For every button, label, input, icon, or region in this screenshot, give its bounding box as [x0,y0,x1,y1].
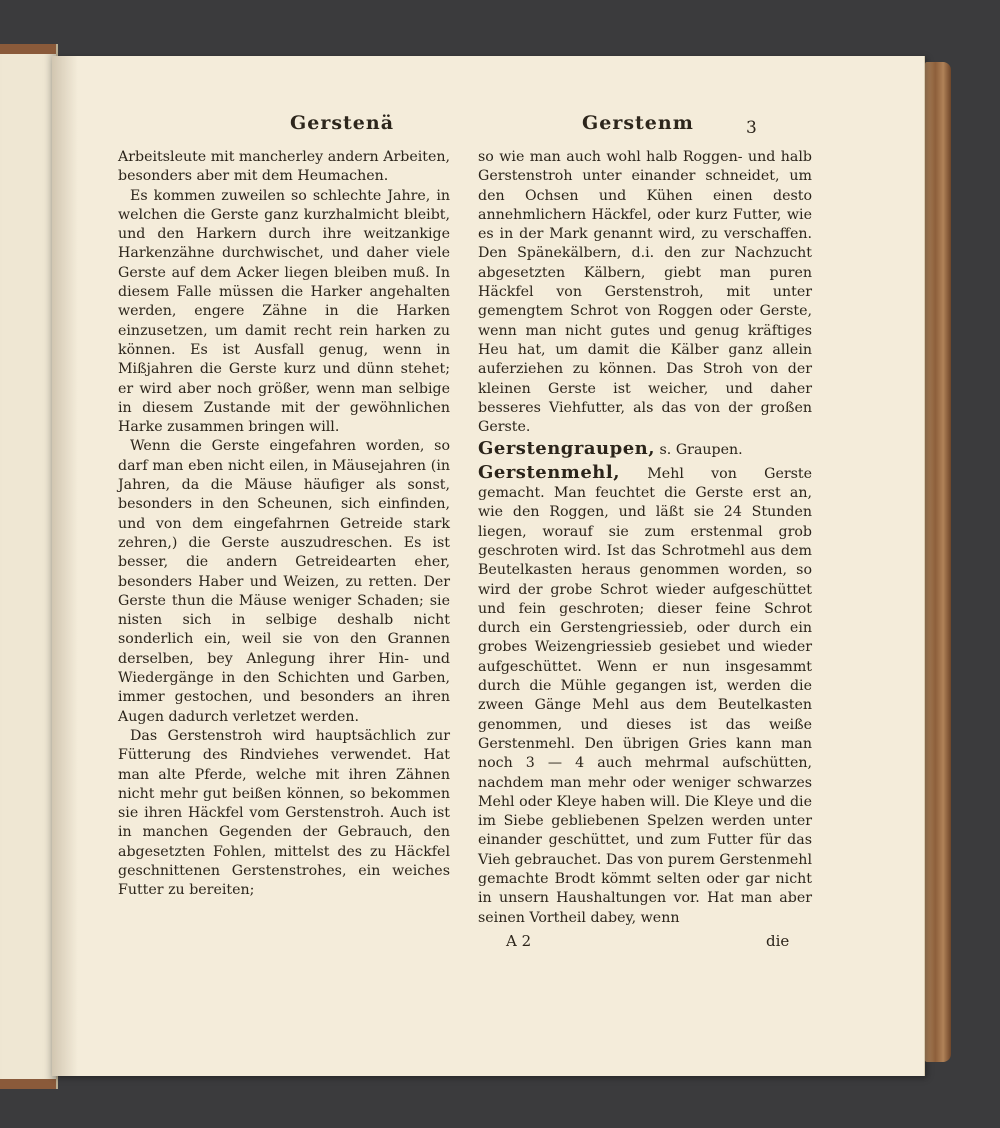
dictionary-entry [478,463,812,928]
entry-lemma: Gerstenmehl, [478,461,620,483]
dictionary-entry [478,439,812,460]
book-page [52,56,925,1076]
paragraph: so wie man auch wohl halb Roggen- und halb Gerstenstroh unter einander schneidet, um den Ochsen und Kühen einen desto annehmlichern Häckfel, oder kurz Futter, wie es in der Mark genannt wird, zu verschaffen. Den Spänekälbern, d.i. den zur Nachzucht abgesetzten Kälbern, giebt man puren Häckfel von Gerstenstroh, mit unter gemengtem Schrot von Roggen oder Gerste, wenn man nicht gutes und genug kräftiges Heu hat, um damit die Kälber ganz allein auferziehen zu können. Das Stroh von der kleinen Gerste ist weicher, und daher besseres Viehfutter, als das von der großen Gerste. [478,149,812,436]
running-head-left: Gerstenä [290,112,395,134]
left-column [118,148,450,901]
paragraph: Es kommen zuweilen so schlechte Jahre, in welchen die Gerste ganz kurzhalmicht bleibt, und den Harkern durch ihre weitzankige Harkenzähne durchwischet, und daher viele Gerste auf dem Acker liegen bleiben muß. In diesem Falle müssen die Harker angehalten werden, engere Zähne in die Harken einzusetzen, um damit recht rein harken zu können. Es ist Ausfall genug, wenn in Mißjahren die Gerste kurz und dünn stehet; er wird aber noch größer, wenn man selbige in diesem Zustande mit der gewöhnlichen Harke zusammen bringen will. [118,187,450,436]
right-column [478,148,812,928]
adjacent-page-edge [0,44,58,1089]
page-number: 3 [746,118,757,138]
entry-lemma: Gerstengraupen, [478,438,656,460]
paragraph: Arbeitsleute mit mancherley andern Arbeiten, besonders aber mit dem Heumachen. [118,149,450,185]
signature-mark: A 2 [506,932,532,950]
paragraph: Das Gerstenstroh wird hauptsächlich zur Fütterung des Rindviehes verwendet. Hat man alte Pferde, welche mit ihren Zähnen nicht mehr gut beißen können, so bekommen sie ihren Häckfel vom Gerstenstroh. Auch ist in manchen Gegenden der Gebrauch, den abgesetzten Fohlen, mittelst des zu Häckfel geschnittenen Gerstenstrohes, ein weiches Futter zu bereiten; [118,727,450,899]
running-head-right: Gerstenm [582,112,694,134]
entry-text: s. Graupen. [659,442,743,459]
gutter-shadow [52,56,78,1076]
book-binding [925,62,951,1062]
paragraph: Wenn die Gerste eingefahren worden, so darf man eben nicht eilen, in Mäusejahren (in Jahren, da die Mäuse häufiger als sonst, besonders in den Scheunen, sich einfinden, und von dem eingefahrnen Getreide stark zehren,) die Gerste auszudreschen. Es ist besser, die andern Getreidearten eher, besonders Haber und Weizen, zu retten. Der Gerste thun die Mäuse weniger Schaden; sie nisten sich in selbige deshalb nicht sonderlich ein, weil sie von den Grannen derselben, bey Anlegung ihrer Hin- und Wiedergänge in den Schichten und Garben, immer gestochen, und besonders an ihren Augen dadurch verletzet werden. [118,438,450,725]
entry-text: Mehl von Gerste gemacht. Man feuchtet die Gerste erst an, wie den Roggen, und läßt sie 24 Stunden liegen, worauf sie zum erstenmal grob geschroten wird. Ist das Schrotmehl aus dem Beutelkasten heraus genommen worden, so wird der grobe Schrot wieder aufgeschüttet und fein geschroten; dieser feine Schrot durch ein Gerstengriessieb, oder durch ein grobes Weizengriessieb gesiebet und wieder aufgeschüttet. Wenn er nun insgesammt durch die Mühle gegangen ist, werden die zween Gänge Mehl aus dem Beutelkasten genommen, und dieses ist das weiße Gerstenmehl. Den übrigen Gries kann man noch 3 — 4 auch mehrmal aufschütten, nachdem man mehr oder weniger schwarzes Mehl oder Kleye haben will. Die Kleye und die im Siebe gebliebenen Spelzen werden unter einander geschüttet, und zum Futter für das Vieh gebrauchet. Das von purem Gerstenmehl gemachte Brodt kömmt selten oder gar nicht in unsern Haushaltungen vor. Hat man aber seinen Vortheil dabey, wenn [478,465,812,926]
catchword: die [766,932,790,950]
